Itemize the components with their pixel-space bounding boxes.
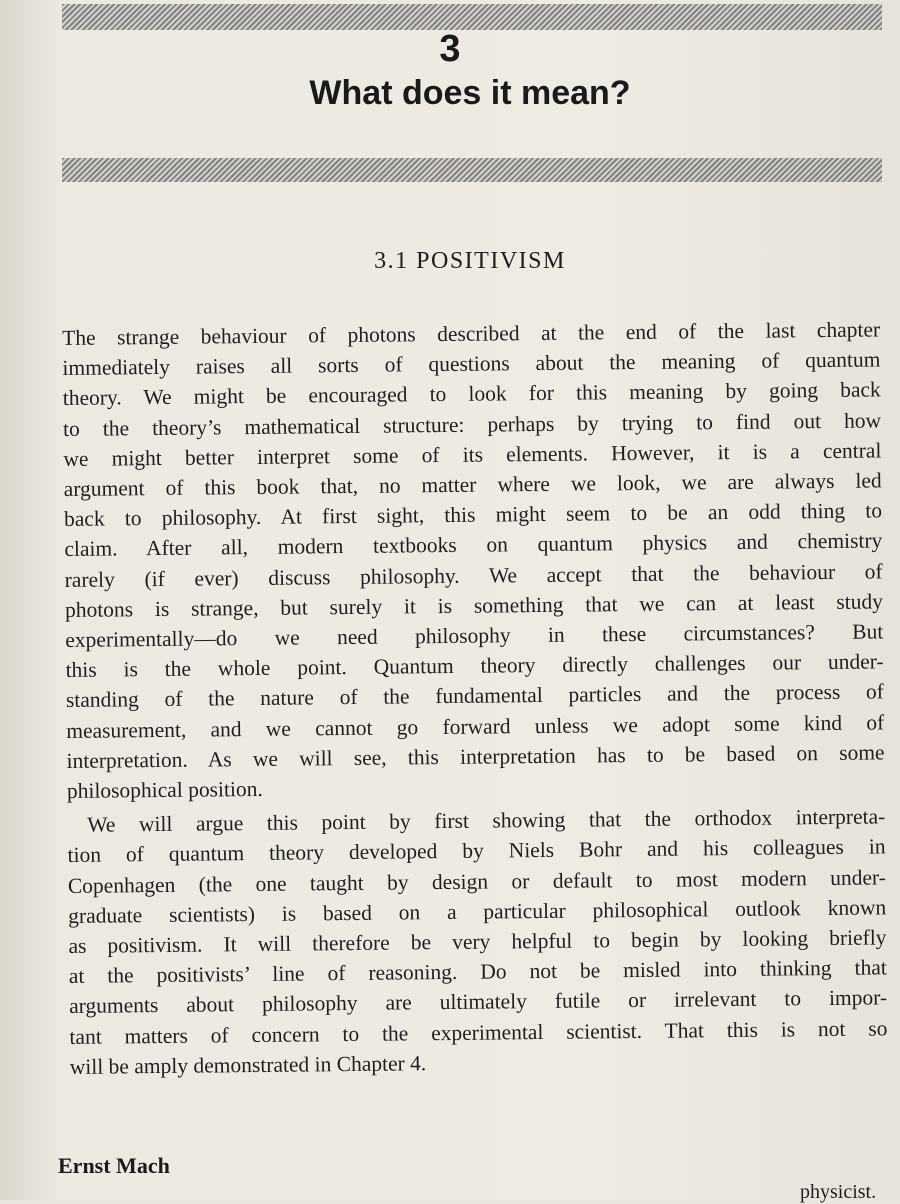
text-line: this is the whole point. Quantum theory directly challenges our under- <box>65 649 884 683</box>
text-line: we might better interpret some of its elements. However, it is a central <box>63 438 882 471</box>
text-line: tion of quantum theory developed by Niels Bohr and his colleagues in <box>67 834 886 868</box>
text-line: argument of this book that, no matter where we look, we are always led <box>63 468 882 502</box>
paragraph-1 <box>62 314 885 806</box>
paragraph-2 <box>67 802 888 1082</box>
text-line: The strange behaviour of photons described at the end of the last chapter <box>62 317 881 350</box>
subsection-heading: Ernst Mach <box>58 1153 170 1178</box>
text-line: graduate scientists) is based on a particular philosophical outlook known <box>68 895 887 928</box>
body-text <box>62 314 888 1082</box>
cutoff-text: physicist. <box>800 1181 877 1203</box>
section-heading: 3.1 POSITIVISM <box>374 248 566 274</box>
text-line: standing of the nature of the fundamental particles and the process of <box>65 679 885 713</box>
text-line: theory. We might be encouraged to look for this meaning by going back <box>62 377 881 411</box>
text-line: measurement, and we cannot go forward unless we adopt some kind of <box>66 710 885 743</box>
chapter-number: 3 <box>439 28 461 70</box>
text-line: as positivism. It will therefore be very helpful to begin by looking briefly <box>68 925 887 959</box>
text-line: arguments about philosophy are ultimately futile or irrelevant to impor- <box>69 985 888 1019</box>
text-line: at the positivists’ line of reasoning. Do not be misled into thinking that <box>68 955 887 989</box>
text-line: tant matters of concern to the experimental scientist. That this is not so <box>69 1016 888 1049</box>
text-line: claim. After all, modern textbooks on quantum physics and chemistry <box>64 528 883 562</box>
text-line: photons is strange, but surely it is something that we can at least study <box>64 589 884 622</box>
text-line: philosophical position. <box>66 776 263 804</box>
text-line: will be amply demonstrated in Chapter 4. <box>69 1051 427 1079</box>
text-line: back to philosophy. At first sight, this might seem to be an odd thing to <box>63 498 883 532</box>
text-line: Copenhagen (the one taught by design or default to most modern under- <box>67 865 886 898</box>
text-line: experimentally—do we need philosophy in these circumstances? But <box>65 619 884 653</box>
chapter-title: What does it mean? <box>309 74 631 112</box>
text-line: immediately raises all sorts of questions about the meaning of quantum <box>62 347 881 381</box>
top-hatched-band <box>62 4 882 30</box>
text-line: interpretation. As we will see, this interpretation has to be based on some <box>66 740 885 773</box>
bottom-hatched-band <box>62 158 882 182</box>
text-line: to the theory’s mathematical structure: perhaps by trying to find out how <box>62 408 882 441</box>
text-line: We will argue this point by first showing that the orthodox interpreta- <box>87 804 886 838</box>
text-line: rarely (if ever) discuss philosophy. We accept that the behaviour of <box>64 559 883 592</box>
